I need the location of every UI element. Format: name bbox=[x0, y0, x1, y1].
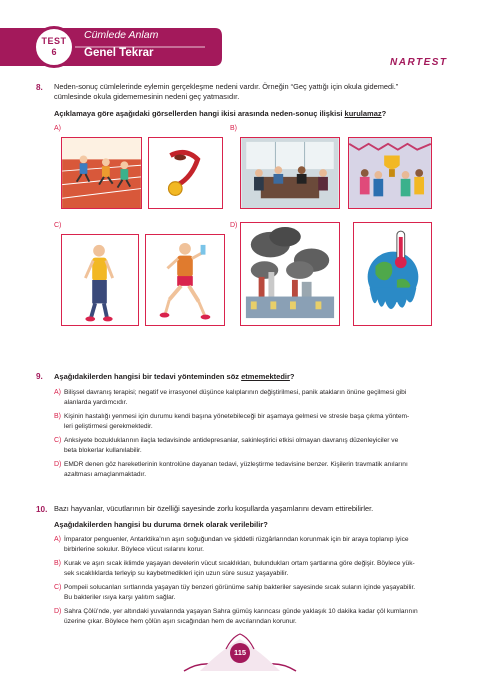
option-c-label[interactable]: C) bbox=[54, 584, 62, 591]
option-text-line: üzerine çıkar. Böylece hem çölün aşırı sıcağından hem de avcılarından korunur. bbox=[64, 617, 297, 625]
option-text-line: EMDR denen göz hareketlerinin kontrolüne dayanan tedavi, yüzleştirme tedavisine benzer. Kişilerin travmatik anılarını bbox=[64, 461, 408, 468]
question-text bbox=[54, 82, 454, 102]
question-text-line: cümlesinde okula gidememesinin nedeni geç yatmasıdır. bbox=[54, 92, 240, 101]
question-prompt bbox=[54, 372, 454, 381]
option-text-line: beta blokerlar kullanılabilir. bbox=[64, 446, 142, 454]
question-text: Bazı hayvanlar, vücutlarının bir özelliği sayesinde zorlu koşullarda yaşamlarını devam ettirebilirler. bbox=[54, 504, 374, 513]
option-a-text[interactable] bbox=[64, 535, 464, 555]
option-text-line: azaltması amaçlanmaktadır. bbox=[64, 470, 147, 478]
option-d-label[interactable]: D) bbox=[230, 222, 238, 229]
question-text-line: Neden-sonuç cümlelerinde eylemin gerçekleşme nedeni vardır. Örneğin “Geç yattığı için okula gidemedi.” bbox=[54, 82, 399, 91]
option-c-label[interactable]: C) bbox=[54, 222, 62, 229]
question-prompt: Aşağıdakilerden hangisi bu duruma örnek olarak verilebilir? bbox=[54, 520, 268, 529]
option-c-label[interactable]: C) bbox=[54, 437, 62, 444]
option-b-text[interactable] bbox=[64, 412, 464, 432]
tired-runner-image bbox=[61, 234, 139, 326]
option-b-label[interactable]: B) bbox=[230, 125, 237, 132]
test-number-badge bbox=[33, 26, 75, 68]
option-b-label[interactable]: B) bbox=[54, 413, 61, 420]
option-text-line: Bu bakteriler ısıya karşı yalıtım sağlar. bbox=[64, 593, 176, 601]
business-meeting-image bbox=[240, 137, 340, 209]
option-d-text[interactable] bbox=[64, 460, 464, 480]
option-text-line: leri geliştirmesi gerekmektedir. bbox=[64, 422, 153, 430]
option-b-text[interactable] bbox=[64, 559, 464, 579]
option-a-label[interactable]: A) bbox=[54, 389, 61, 396]
option-text-line: Kişinin hastalığı yenmesi için durumu kendi başına yönetebileceği bir aşamaya gelmesi ve stresle başa çıkma yöntem- bbox=[64, 413, 410, 420]
melting-earth-image bbox=[353, 222, 432, 326]
medal-image bbox=[148, 137, 223, 209]
celebration-image bbox=[348, 137, 432, 209]
option-d-label[interactable]: D) bbox=[54, 608, 62, 615]
badge-label: TEST bbox=[41, 36, 67, 46]
option-text-line: Bilişsel davranış terapisi; negatif ve irrasyonel düşünce kalıplarının değiştirilmesi, panik atakların önüne geçilmesi gibi bbox=[64, 389, 407, 396]
option-a-label[interactable]: A) bbox=[54, 536, 61, 543]
question-prompt bbox=[54, 109, 454, 118]
prompt-emphasis: etmemektedir bbox=[241, 372, 290, 381]
option-c-text[interactable] bbox=[64, 436, 464, 456]
option-d-text[interactable] bbox=[64, 607, 464, 627]
section-title: Cümlede Anlam bbox=[84, 29, 159, 41]
option-c-text[interactable] bbox=[64, 583, 464, 603]
prompt-text: Aşağıdakilerden hangisi bir tedavi yönteminden söz bbox=[54, 372, 242, 381]
prompt-end: ? bbox=[381, 109, 387, 118]
prompt-emphasis: kurulamaz bbox=[344, 109, 382, 118]
page-number: 115 bbox=[233, 648, 247, 657]
option-text-line: birbirlerine sokulur. Böylece vücut ısılarını korur. bbox=[64, 545, 204, 553]
option-a-text[interactable] bbox=[64, 388, 464, 408]
question-number: 10. bbox=[36, 505, 48, 514]
option-text-line: Pompeii solucanları sırtlarında yaşayan tüy benzeri görünüme sahip bakteriler sayesinde sıcak suların içinde yaşayabilir. bbox=[64, 584, 416, 591]
option-b-label[interactable]: B) bbox=[54, 560, 61, 567]
runner-with-bottle-image bbox=[145, 234, 225, 326]
option-text-line: İmparator penguenler, Antarktika’nın aşırı soğuğundan ve şiddetli rüzgârlarından korunmak için bir araya toplanıp iyice bbox=[64, 536, 409, 543]
option-text-line: Anksiyete bozukluklarının ilaçla tedavisinde antidepresanlar, sakinleştirici etkisi olmayan davranış düzenleyiciler ve bbox=[64, 437, 399, 444]
option-d-label[interactable]: D) bbox=[54, 461, 62, 468]
race-runners-image bbox=[61, 137, 142, 209]
option-text-line: alanlarda yardımcıdır. bbox=[64, 398, 128, 406]
factory-pollution-image bbox=[240, 222, 340, 326]
question-number: 9. bbox=[36, 372, 43, 381]
badge-number: 6 bbox=[51, 47, 57, 57]
section-subtitle: Genel Tekrar bbox=[84, 47, 154, 59]
option-a-label[interactable]: A) bbox=[54, 125, 61, 132]
option-text-line: sek sıcaklıklarda terleyip su kaybetmedikleri için uzun süre susuz yaşayabilir. bbox=[64, 569, 289, 577]
option-text-line: Sahra Çölü’nde, yer altındaki yuvalarında yaşayan Sahra gümüş karıncası günde yaklaşık 10 dakika kadar çöl kumlarının bbox=[64, 608, 418, 615]
option-text-line: Kurak ve aşırı sıcak iklimde yaşayan develerin vücut sıcaklıkları, bulundukları ortam şartlarına göre değişir. Böylece yük- bbox=[64, 560, 415, 567]
prompt-text: Açıklamaya göre aşağıdaki görsellerden hangi ikisi arasında neden-sonuç ilişkisi bbox=[54, 109, 345, 118]
question-number: 8. bbox=[36, 83, 43, 92]
prompt-end: ? bbox=[289, 372, 295, 381]
brand-logo: NARTEST bbox=[390, 57, 448, 68]
